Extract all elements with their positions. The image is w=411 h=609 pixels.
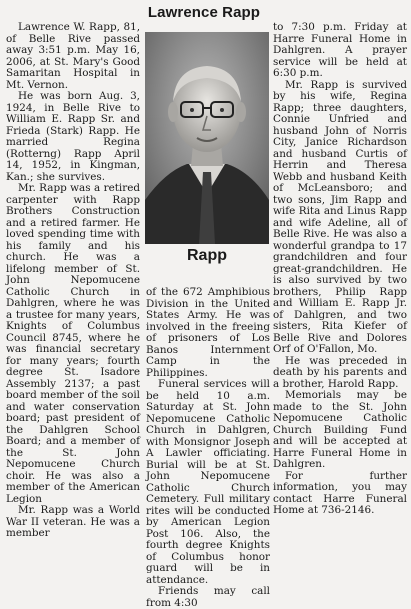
paragraph: Mr. Rapp is survived by his wife, Regina Rapp; three daughters, Connie Unfried and husband John of Norris City, Janice Richardson and husband Curtis of Herrin and Theresa Webb and husband Keith of McLeansboro; and two sons, Jim Rapp and wife Rita and Linus Rapp and wife Adeline, all of Belle Rive. He was also a wonderful grandpa to 17 grandchildren and four great-grandchildren. He is also survived by two brothers, Philip Rapp and William E. Rapp Jr. of Dahlgren, and two sisters, Rita Kiefer of Belle Rive and Dolores Orf of O'Fallon, Mo. [273,78,407,355]
paragraph: Memorials may be made to the St. John Nepomucene Catholic Church Building Fund and will be accepted at Harre Funeral Home in Dahlgren. [273,389,407,470]
paragraph: of the 672 Amphibious Division in the United States Army. He was involved in the freeing of prisoners of Los Banos Internment Camp in the Philippines. [146,286,270,379]
photo-block [145,32,269,262]
paragraph: Friends may call from 4:30 [146,585,270,609]
photo-caption: Rapp [187,247,227,264]
paragraph: He was born Aug. 3, 1924, in Belle Rive to William E. Rapp Sr. and Frieda (Stark) Rapp. He married Regina (Rotterng) Rapp April 14, 1952, in Kingman, Kan.; she survives. [6,90,140,183]
obituary-headline: Lawrence Rapp [147,4,261,21]
portrait-photo [145,32,269,244]
column-middle [146,287,270,609]
column-right [273,22,407,517]
paragraph: Mr. Rapp was a retired carpenter with Rapp Brothers Construction and a retired farmer. He loved spending time with his family and his church. He was a lifelong member of St. John Nepomucene Catholic Church in Dahlgren, where he was a trustee for many years, Knights of Columbus Council 8745, where he was financial secretary for many years; fourth degree St. Isadore Assembly 2137; a past board member of the soil and water conservation board; past president of the Dahlgren School Board; and a member of the St. John Nepomucene Church choir. He was also a member of the American Legion [6,182,140,505]
paragraph: Mr. Rapp was a World War II veteran. He was a member [6,504,140,539]
paragraph: Funeral services will be held 10 a.m. Saturday at St. John Nepomucene Catholic Church in Dahlgren, with Monsignor Joseph A Lawler officiating. Burial will be at St. John Nepomucene Catholic Church Cemetery. Full military rites will be conducted by American Legion Post 106. Also, the fourth degree Knights of Columbus honor guard will be in attendance. [146,378,270,586]
paragraph: to 7:30 p.m. Friday at Harre Funeral Home in Dahlgren. A prayer service will be held at 6:30 p.m. [273,21,407,79]
paragraph: For further information, you may contact Harre Funeral Home at 736-2146. [273,469,407,516]
paragraph: He was preceded in death by his parents and a brother, Harold Rapp. [273,354,407,390]
column-left [6,22,140,540]
paragraph: Lawrence W. Rapp, 81, of Belle Rive passed away 3:51 p.m. May 16, 2006, at St. Mary's Good Samaritan Hospital in Mt. Vernon. [6,21,140,91]
